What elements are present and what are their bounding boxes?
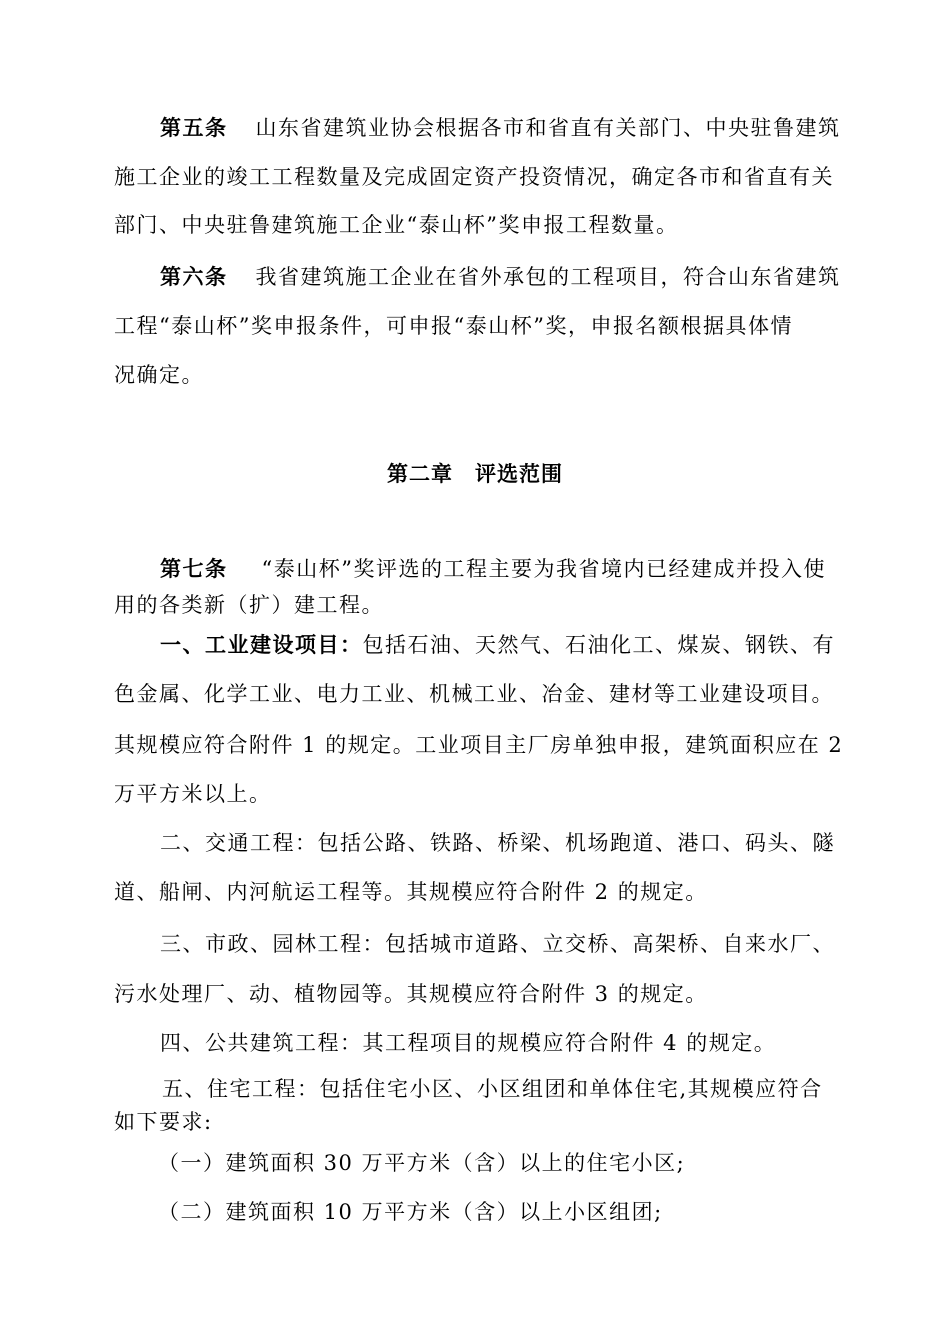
item1-label: 一、工业建设项目： <box>160 633 363 657</box>
item1-text: 包括石油、天然气、石油化工、煤炭、钢铁、有 <box>362 633 835 657</box>
chapter-label: 第二章 <box>387 462 453 486</box>
article6-line2: 工程“泰山杯”奖申报条件，可申报“泰山杯”奖，申报名额根据具体情 <box>114 314 793 338</box>
article5-line2: 施工企业的竣工工程数量及完成固定资产投资情况，确定各市和省直有关 <box>114 165 834 189</box>
item3-line2: 污水处理厂、动、植物园等。其规模应符合附件 3 的规定。 <box>114 982 708 1006</box>
article6-line1 <box>160 262 841 292</box>
item5-sub2: （二）建筑面积 10 万平方米（含）以上小区组团; <box>158 1200 663 1224</box>
article7-text: “泰山杯”奖评选的工程主要为我省境内已经建成并投入使 <box>261 557 826 581</box>
item4-line1: 四、公共建筑工程：其工程项目的规模应符合附件 4 的规定。 <box>160 1031 777 1055</box>
article5-line1 <box>160 113 841 143</box>
item1-line1 <box>160 630 836 660</box>
chapter-heading <box>0 459 950 489</box>
item2-line1: 二、交通工程：包括公路、铁路、桥梁、机场跑道、港口、码头、隧 <box>160 831 835 855</box>
article6-line3: 况确定。 <box>114 363 204 387</box>
item2-line2: 道、船闸、内河航运工程等。其规模应符合附件 2 的规定。 <box>114 880 708 904</box>
item1-line3: 其规模应符合附件 1 的规定。工业项目主厂房单独申报，建筑面积应在 2 <box>114 733 844 757</box>
article7-line2: 用的各类新（扩）建工程。 <box>114 593 384 617</box>
item5-sub1: （一）建筑面积 30 万平方米（含）以上的住宅小区; <box>158 1151 686 1175</box>
article5-label: 第五条 <box>160 116 228 140</box>
item1-line4: 万平方米以上。 <box>114 782 272 806</box>
article6-text: 我省建筑施工企业在省外承包的工程项目，符合山东省建筑 <box>255 265 841 289</box>
article7-line1 <box>160 554 836 584</box>
article6-label: 第六条 <box>160 265 228 289</box>
article5-text: 山东省建筑业协会根据各市和省直有关部门、中央驻鲁建筑 <box>255 116 841 140</box>
item5-line1: 五、住宅工程：包括住宅小区、小区组团和单体住宅,其规模应符合 <box>162 1077 823 1101</box>
item3-line1: 三、市政、园林工程：包括城市道路、立交桥、高架桥、自来水厂、 <box>160 932 835 956</box>
item1-line2: 色金属、化学工业、电力工业、机械工业、冶金、建材等工业建设项目。 <box>114 682 834 706</box>
chapter-title: 评选范围 <box>475 462 563 486</box>
item5-line2: 如下要求: <box>114 1110 213 1134</box>
article5-line3: 部门、中央驻鲁建筑施工企业“泰山杯”奖申报工程数量。 <box>114 213 679 237</box>
article7-label: 第七条 <box>160 557 228 581</box>
